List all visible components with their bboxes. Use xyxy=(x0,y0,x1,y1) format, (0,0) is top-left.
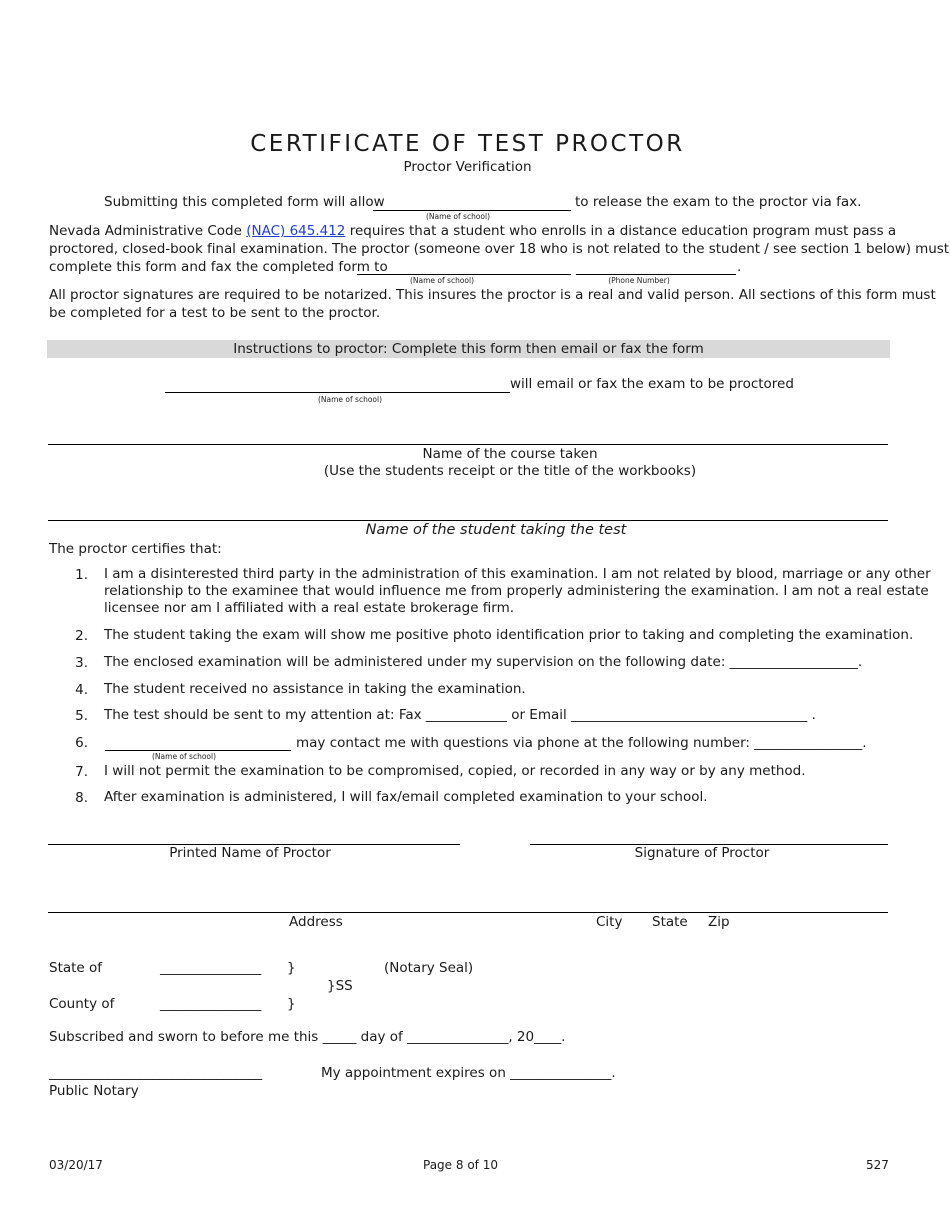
ss-label: }SS xyxy=(327,978,353,994)
submit-prefix: Submitting this completed form will allow xyxy=(104,194,385,210)
school-email-text: will email or fax the exam to be proctored xyxy=(510,376,794,392)
city-label: City xyxy=(596,914,623,930)
footer-date: 03/20/17 xyxy=(49,1158,103,1172)
fax-school-caption: (Name of school) xyxy=(409,276,475,285)
notary-signature-blank[interactable]: _________________________________ xyxy=(49,1065,262,1081)
list-item: may contact me with questions via phone at the following number: ________________. xyxy=(296,735,867,751)
nac-line-2: proctored, closed-book final examination. The proctor (someone over 18 who is not related to the student / see section 1 below) must xyxy=(49,241,949,257)
nac-line1-rest: requires that a student who enrolls in a distance education program must pass a xyxy=(345,223,897,239)
address-label: Address xyxy=(289,914,343,930)
item6-school-caption: (Name of school) xyxy=(152,752,217,761)
list-item-number: 8. xyxy=(75,790,88,806)
list-item: I will not permit the examination to be compromised, copied, or recorded in any way or by any method. xyxy=(104,763,806,779)
list-item-number: 5. xyxy=(75,708,88,724)
proctor-school-caption: (Name of school) xyxy=(317,395,383,404)
public-notary-label: Public Notary xyxy=(49,1083,139,1099)
course-label: Name of the course taken xyxy=(422,446,598,462)
list-item-line: I am a disinterested third party in the administration of this examination. I am not related by blood, marriage or any other xyxy=(104,566,931,582)
fax-school-name-field[interactable] xyxy=(357,258,571,275)
list-item: The test should be sent to my attention at: Fax ____________ or Email ___________________________________ . xyxy=(104,707,816,723)
list-item-line: relationship to the examinee that would influence me from properly administering the examination. I am not a real estate xyxy=(104,583,929,599)
page-subtitle: Proctor Verification xyxy=(403,159,532,175)
state-label: State xyxy=(652,914,688,930)
phone-caption: (Phone Number) xyxy=(608,276,670,285)
zip-label: Zip xyxy=(708,914,730,930)
list-item-number: 2. xyxy=(75,628,88,644)
page-title: CERTIFICATE OF TEST PROCTOR xyxy=(250,131,685,157)
list-item-number: 3. xyxy=(75,655,88,671)
state-of-brace: } xyxy=(287,960,296,976)
signature-label: Signature of Proctor xyxy=(634,845,770,861)
course-sublabel: (Use the students receipt or the title of the workbooks) xyxy=(323,463,697,479)
county-of-blank[interactable]: _______________ xyxy=(160,996,262,1012)
footer-page: Page 8 of 10 xyxy=(423,1158,498,1172)
list-item-number: 7. xyxy=(75,764,88,780)
nac-prefix: Nevada Administrative Code xyxy=(49,223,247,239)
address-line[interactable] xyxy=(48,912,888,913)
list-item-number: 1. xyxy=(75,567,88,583)
state-of-blank[interactable]: _______________ xyxy=(160,960,262,976)
submit-suffix: to release the exam to the proctor via fax. xyxy=(575,194,862,210)
state-of-label: State of xyxy=(49,960,103,976)
list-item: After examination is administered, I will fax/email completed examination to your school. xyxy=(104,789,708,805)
county-of-brace: } xyxy=(287,996,296,1012)
footer-code: 527 xyxy=(866,1158,889,1172)
certifies-intro: The proctor certifies that: xyxy=(49,541,222,557)
list-item-number: 4. xyxy=(75,682,88,698)
period: . xyxy=(737,259,742,275)
phone-number-field[interactable] xyxy=(576,258,736,275)
school-caption: (Name of school) xyxy=(425,212,491,221)
nac-line-3: complete this form and fax the completed form to xyxy=(49,259,388,275)
sworn-statement[interactable]: Subscribed and sworn to before me this _____ day of _______________, 20____. xyxy=(49,1029,566,1045)
printed-name-label: Printed Name of Proctor xyxy=(169,845,331,861)
list-item: The student received no assistance in taking the examination. xyxy=(104,681,526,697)
notarize-line-1: All proctor signatures are required to be notarized. This insures the proctor is a real and valid person. All sections of this form must xyxy=(49,287,936,303)
school-name-field[interactable] xyxy=(373,192,571,211)
list-item: The student taking the exam will show me positive photo identification prior to taking and completing the examination. xyxy=(104,627,914,643)
instructions-text: Instructions to proctor: Complete this form then email or fax the form xyxy=(233,341,704,357)
list-item-number: 6. xyxy=(75,735,88,751)
list-item xyxy=(104,566,931,617)
instructions-bar xyxy=(47,340,890,358)
item6-school-name-field[interactable] xyxy=(105,733,291,751)
nac-link[interactable]: (NAC) 645.412 xyxy=(246,223,346,239)
appointment-expires[interactable]: My appointment expires on _______________. xyxy=(321,1065,616,1081)
list-item-line: licensee nor am I affiliated with a real estate brokerage firm. xyxy=(104,600,515,616)
notary-seal-label: (Notary Seal) xyxy=(384,960,474,976)
county-of-label: County of xyxy=(49,996,115,1012)
nac-line-1 xyxy=(49,222,896,240)
notarize-line-2: be completed for a test to be sent to the proctor. xyxy=(49,305,381,321)
student-label: Name of the student taking the test xyxy=(365,522,627,538)
proctor-school-name-field[interactable] xyxy=(165,375,510,393)
list-item: The enclosed examination will be administered under my supervision on the following date: ___________________. xyxy=(104,654,863,670)
